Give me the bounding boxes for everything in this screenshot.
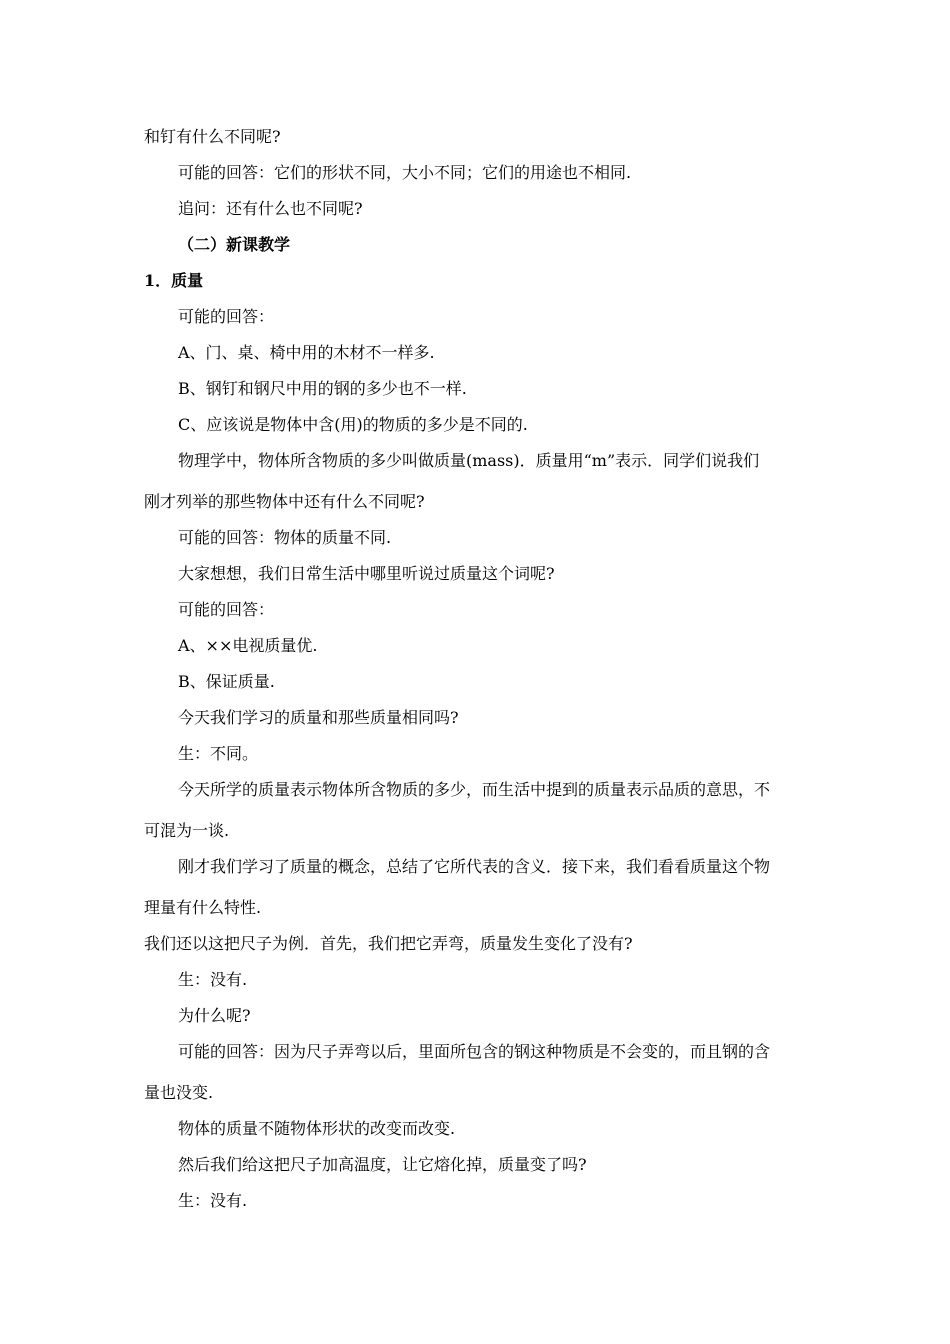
subsection-heading: 1．质量 <box>144 271 204 290</box>
text-line: 刚才列举的那些物体中还有什么不同呢? <box>144 492 425 511</box>
text-line: B、钢钉和钢尺中用的钢的多少也不一样. <box>178 379 467 398</box>
text-line: 物体的质量不随物体形状的改变而改变. <box>178 1119 456 1138</box>
text-line: 量也没变. <box>144 1083 214 1102</box>
text-line: 今天所学的质量表示物体所含物质的多少，而生活中提到的质量表示品质的意思，不 <box>178 780 771 799</box>
text-line: 大家想想，我们日常生活中哪里听说过质量这个词呢? <box>178 564 555 583</box>
text-line: 可混为一谈. <box>144 821 230 840</box>
text-line: B、保证质量. <box>178 672 275 691</box>
text-line: 可能的回答： <box>178 307 275 326</box>
text-line: 生：没有. <box>178 970 248 989</box>
text-line: 理量有什么特性. <box>144 898 262 917</box>
text-line: 为什么呢? <box>178 1006 251 1025</box>
text-line: 和钉有什么不同呢? <box>144 127 281 146</box>
text-line: 追问：还有什么也不同呢? <box>178 199 363 218</box>
text-line: A、门、桌、椅中用的木材不一样多. <box>178 343 435 362</box>
text-line: 我们还以这把尺子为例．首先，我们把它弄弯，质量发生变化了没有? <box>144 934 633 953</box>
section-heading: （二）新课教学 <box>178 235 291 254</box>
text-line: 可能的回答：因为尺子弄弯以后，里面所包含的钢这种物质是不会变的，而且钢的含 <box>178 1042 771 1061</box>
text-line: 然后我们给这把尺子加高温度，让它熔化掉，质量变了吗? <box>178 1155 587 1174</box>
text-line: 生：不同。 <box>178 744 259 763</box>
text-line: 今天我们学习的质量和那些质量相同吗? <box>178 708 459 727</box>
text-line: 生：没有. <box>178 1191 248 1210</box>
text-line: 可能的回答： <box>178 600 275 619</box>
text-line: 刚才我们学习了质量的概念，总结了它所代表的含义．接下来，我们看看质量这个物 <box>178 857 771 876</box>
text-line: C、应该说是物体中含(用)的物质的多少是不同的. <box>178 415 528 434</box>
text-line: 物理学中，物体所含物质的多少叫做质量(mass)．质量用“m”表示．同学们说我们 <box>178 451 760 470</box>
text-line: 可能的回答：它们的形状不同，大小不同；它们的用途也不相同. <box>178 163 632 182</box>
text-line: 可能的回答：物体的质量不同. <box>178 528 392 547</box>
text-line: A、××电视质量优. <box>178 636 318 655</box>
